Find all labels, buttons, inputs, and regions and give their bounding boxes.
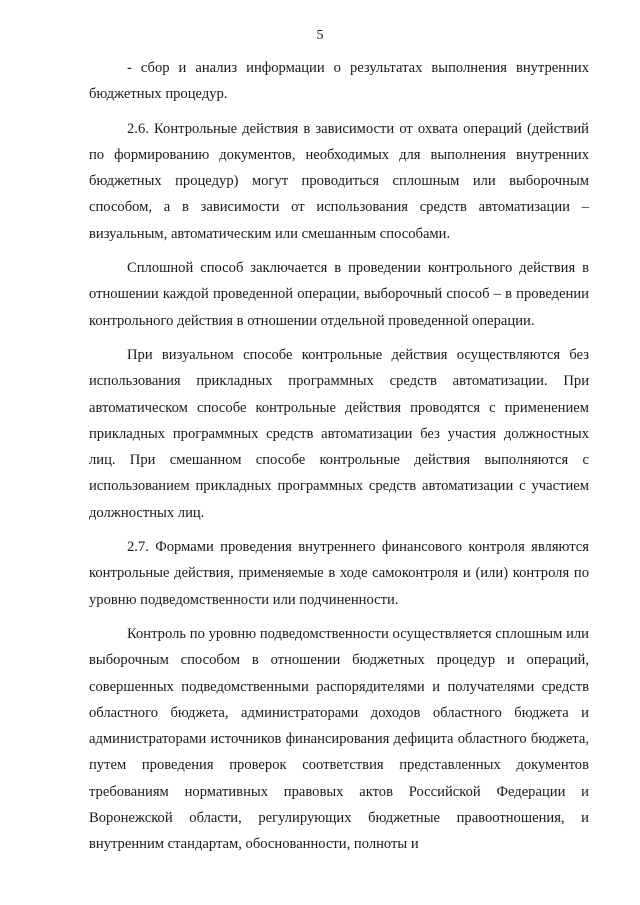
paragraph-2-7-control-forms: 2.7. Формами проведения внутреннего финансового контроля являются контрольные действия, применяемые в ходе самоконтроля и (или) контроля по уровню подведомственности или подчиненности.: [89, 539, 589, 608]
paragraph-subordination-control: Контроль по уровню подведомственности осуществляется сплошным или выборочным способом в отношении бюджетных процедур и операций, совершенных подведомственными распорядителями и получателями средств областного бюджета, администраторами доходов областного бюджета и администраторами источников финансирования дефицита областного бюджета, путем проведения проверок соответствия представленных документов требованиям нормативных правовых актов Российской Федерации и Воронежской области, регулирующих бюджетные правоотношения, и внутренним стандартам, обоснованности, полноты и: [89, 625, 589, 853]
paragraph-list-item-data-analysis: - сбор и анализ информации о результатах выполнения внутренних бюджетных процедур.: [89, 60, 589, 103]
paragraph-2-6-control-methods: 2.6. Контрольные действия в зависимости от охвата операций (действий по формированию документов, необходимых для выполнения внутренних бюджетных процедур) могут проводиться сплошным или выборочным способом, а в зависимости от использования средств автоматизации – визуальным, автоматическим или смешанным способами.: [89, 120, 589, 242]
document-body: [89, 55, 589, 858]
page-number: 5: [316, 28, 324, 43]
paragraph-continuous-sampling-method: Сплошной способ заключается в проведении контрольного действия в отношении каждой проведенной операции, выборочный способ – в проведении контрольного действия в отношении отдельной проведенной операции.: [89, 260, 589, 329]
paragraph-visual-automatic-mixed: При визуальном способе контрольные действия осуществляются без использования прикладных программных средств автоматизации. При автоматическом способе контрольные действия проводятся с применением прикладных программных средств автоматизации без участия должностных лиц. При смешанном способе контрольные действия выполняются с использованием прикладных программных средств автоматизации с участием должностных лиц.: [89, 346, 589, 521]
